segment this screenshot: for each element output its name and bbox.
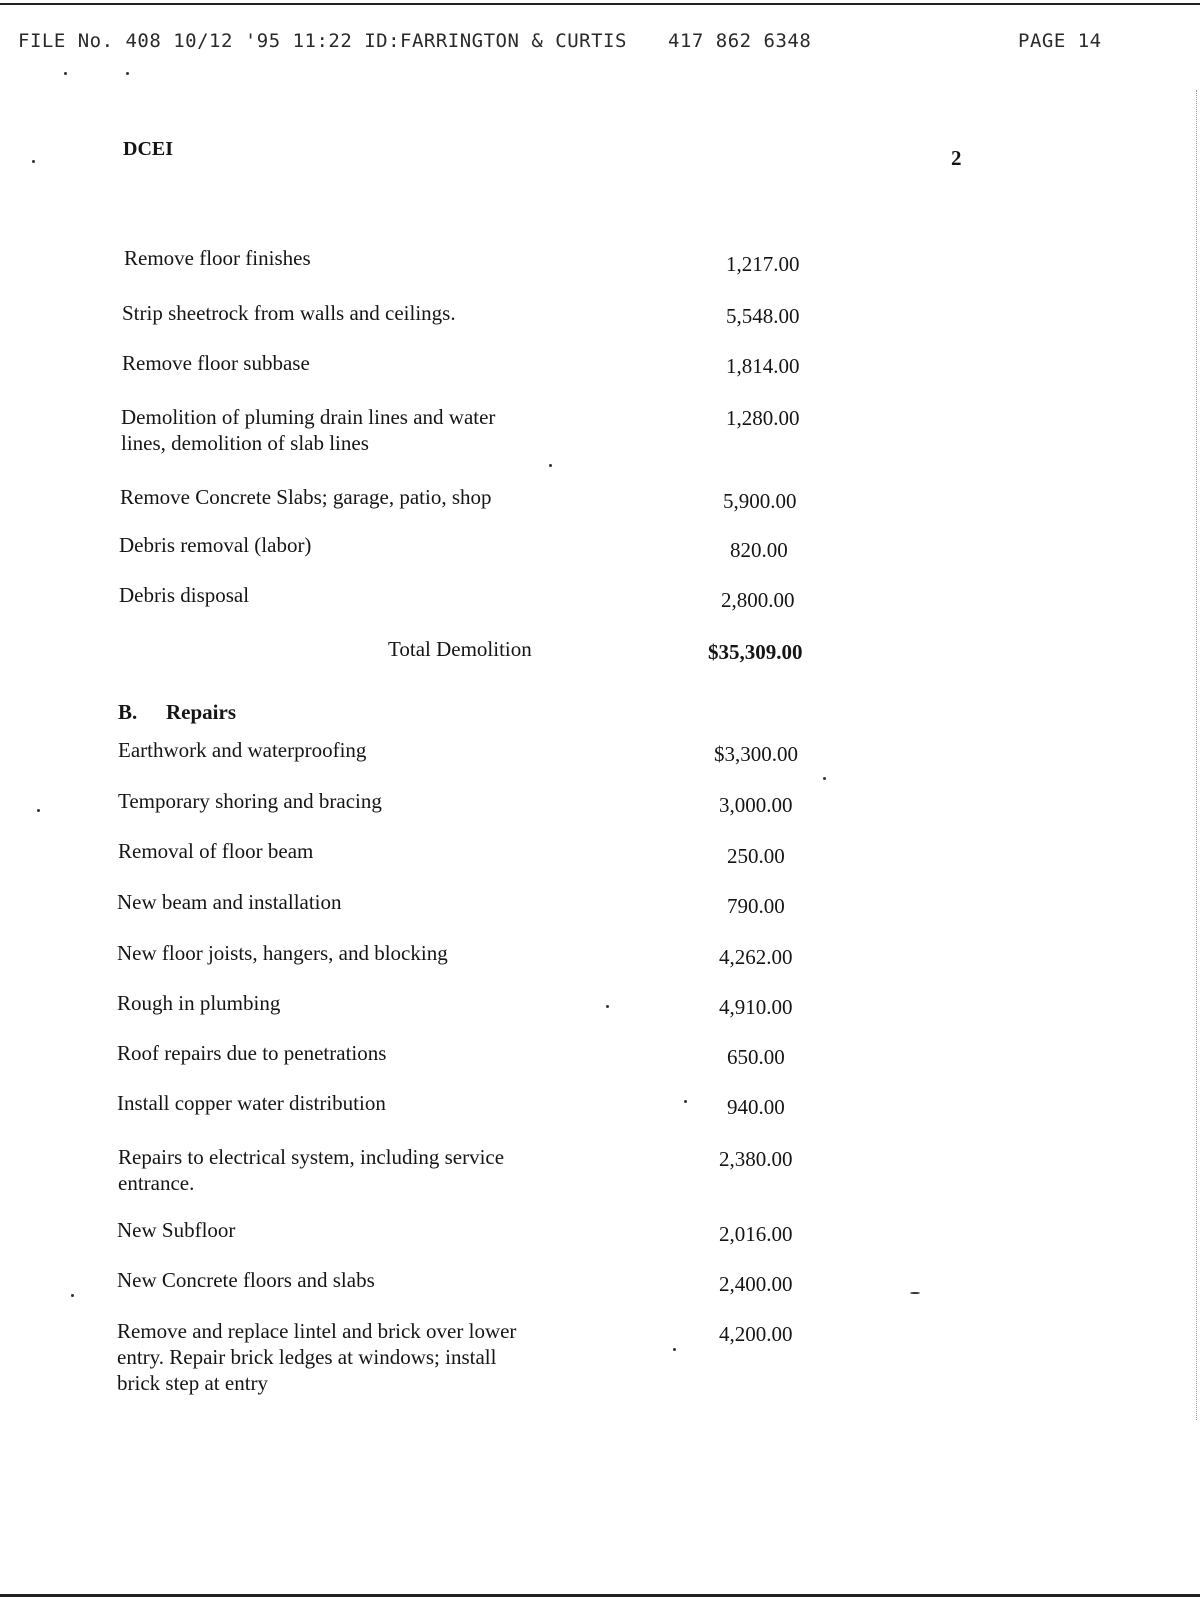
- line-item-description: New Concrete floors and slabs: [117, 1268, 375, 1292]
- line-item-description: New floor joists, hangers, and blocking: [117, 941, 448, 965]
- line-item-description: Demolition of pluming drain lines and water lines, demolition of slab lines: [121, 405, 496, 455]
- line-item-amount: 2,016.00: [719, 1222, 793, 1246]
- line-item-description: Remove Concrete Slabs; garage, patio, shop: [120, 485, 492, 509]
- line-item-description: New Subfloor: [117, 1218, 236, 1242]
- line-item-amount: 1,814.00: [726, 354, 800, 378]
- line-item-amount: 1,280.00: [726, 406, 800, 430]
- fax-header-id: FILE No. 408 10/12 '95 11:22 ID:FARRINGTON & CURTIS: [18, 30, 627, 52]
- line-item-amount: 2,400.00: [719, 1272, 793, 1296]
- line-item-description: Debris removal (labor): [119, 533, 312, 557]
- line-item-description: New beam and installation: [117, 890, 342, 914]
- line-item-amount: 4,262.00: [719, 945, 793, 969]
- line-item-description: Rough in plumbing: [117, 991, 281, 1015]
- section-heading-repairs: [118, 700, 236, 725]
- line-item-amount: 5,548.00: [726, 304, 800, 328]
- line-item-description: Remove and replace lintel and brick over lower entry. Repair brick ledges at windows; install brick step at entry: [117, 1319, 517, 1395]
- scan-speck: [549, 464, 552, 467]
- scan-speck: [64, 72, 67, 75]
- line-item-amount: 940.00: [727, 1095, 785, 1119]
- line-item-description: Temporary shoring and bracing: [118, 789, 382, 813]
- scan-speck: [910, 1292, 920, 1294]
- line-item-description: Roof repairs due to penetrations: [117, 1041, 387, 1065]
- total-demolition-label: Total Demolition: [388, 637, 532, 661]
- line-item-description: Repairs to electrical system, including service entrance.: [118, 1145, 505, 1195]
- line-item-amount: 2,800.00: [721, 588, 795, 612]
- page-number: 2: [951, 146, 962, 170]
- scan-speck: [32, 160, 35, 163]
- line-item-description: Strip sheetrock from walls and ceilings.: [122, 301, 456, 325]
- line-item-description: Install copper water distribution: [117, 1091, 386, 1115]
- fax-header-phone: 417 862 6348: [668, 30, 812, 52]
- top-border-line: [0, 3, 1200, 5]
- document-code: DCEI: [123, 138, 174, 160]
- scan-speck: [823, 777, 826, 780]
- line-item-amount: $3,300.00: [714, 742, 798, 766]
- line-item-amount: 2,380.00: [719, 1147, 793, 1171]
- fax-header-page: PAGE 14: [1018, 30, 1102, 52]
- line-item-amount: 4,910.00: [719, 995, 793, 1019]
- line-item-description: Remove floor subbase: [122, 351, 310, 375]
- scan-speck: [606, 1005, 609, 1008]
- line-item-amount: 790.00: [727, 894, 785, 918]
- line-item-description: Earthwork and waterproofing: [118, 738, 367, 762]
- fax-header: [18, 30, 1102, 56]
- scan-speck: [126, 72, 129, 75]
- line-item-description: Debris disposal: [119, 583, 250, 607]
- line-item-amount: 250.00: [727, 844, 785, 868]
- scan-speck: [71, 1294, 74, 1297]
- line-item-amount: 5,900.00: [723, 489, 797, 513]
- right-edge-line: [1196, 90, 1198, 1420]
- bottom-border-line: [0, 1594, 1200, 1597]
- section-title: Repairs: [166, 700, 236, 724]
- section-letter: B.: [118, 700, 138, 724]
- scan-speck: [684, 1100, 687, 1103]
- scan-speck: [673, 1348, 676, 1351]
- line-item-amount: 820.00: [730, 538, 788, 562]
- line-item-description: Remove floor finishes: [124, 246, 311, 270]
- line-item-amount: 4,200.00: [719, 1322, 793, 1346]
- line-item-amount: 1,217.00: [726, 252, 800, 276]
- line-item-amount: 3,000.00: [719, 793, 793, 817]
- line-item-description: Removal of floor beam: [118, 839, 314, 863]
- scan-speck: [37, 809, 40, 812]
- total-demolition-amount: $35,309.00: [708, 640, 803, 664]
- line-item-amount: 650.00: [727, 1045, 785, 1069]
